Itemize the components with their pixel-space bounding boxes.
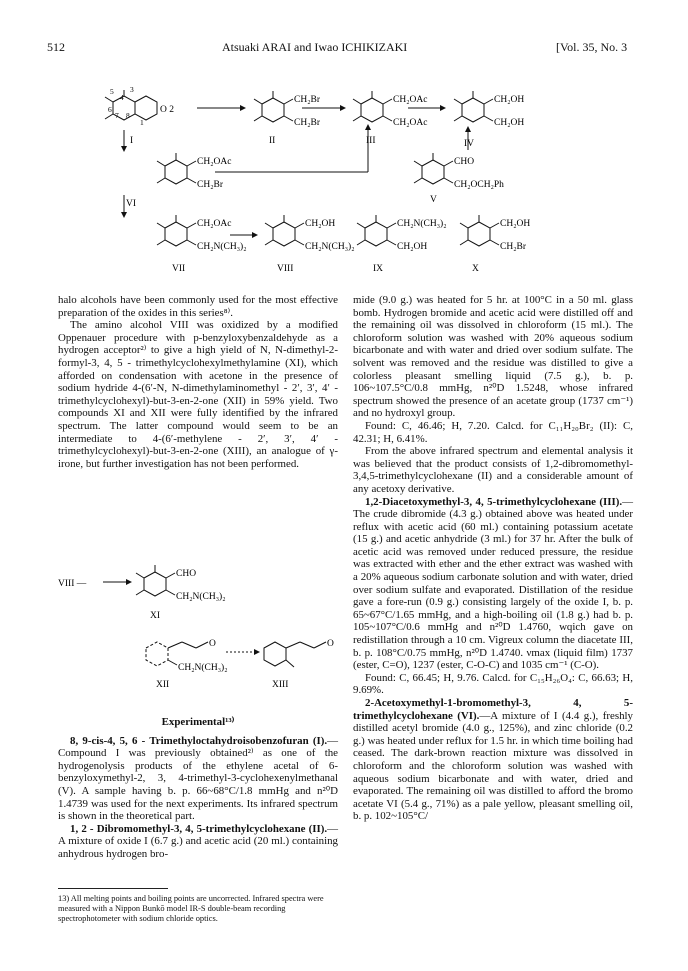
substituent: CH₂OH	[500, 219, 531, 229]
compound-label: XII	[156, 680, 170, 690]
substituent: CH₂Br	[294, 118, 321, 128]
paragraph: —A mixture of oxide I (6.7 g.) and acetic acid (20 ml.) containing anhydrous hydrogen bro-	[58, 822, 338, 860]
subsection-title: 1,2-Diacetoxymethyl-3, 4, 5-trimethylcyclohexane (III).	[365, 495, 623, 508]
substituent: CH₂OH	[494, 95, 525, 105]
left-column	[58, 294, 338, 470]
substituent: O	[209, 639, 216, 649]
ring-number: 3	[130, 85, 134, 94]
substituent: CH₂N(CH₃)₂	[176, 592, 226, 602]
ring-number: 4	[120, 93, 124, 102]
scheme-xi-xiii	[58, 552, 338, 710]
substituent: CH₂Br	[197, 180, 224, 190]
paragraph: —Compound I was previously obtained²⁾ as one of the hydrogenolysis products of the ethylene acetal of 6-benzyloxymethyl-2, 3, 4-trimethyl-3-cyclohexenylmethanal (V). A sample having b. p. 66~68°C/1.8 mmHg and n²⁰D 1.4739 was used for the next experiments. Its infrared spectrum is shown in the theoretical part.	[58, 734, 338, 823]
substituent: CH₂Br	[500, 242, 527, 252]
section-heading: Experimental¹³⁾	[161, 716, 235, 728]
running-volume: [Vol. 35, No. 3	[556, 40, 628, 54]
substituent: CHO	[454, 157, 475, 167]
compound-label: X	[472, 264, 479, 274]
paragraph: halo alcohols have been commonly used for the most effective preparation of the oxides in this series⁸⁾.	[58, 294, 338, 319]
substituent: CH₂OAc	[197, 219, 232, 229]
compound-label: XIII	[272, 680, 289, 690]
compound-label: VI	[126, 199, 137, 209]
reaction-scheme	[0, 0, 688, 300]
substituent: CH₂OAc	[393, 118, 428, 128]
compound-label: II	[269, 136, 276, 146]
subsection-title: 1, 2 - Dibromomethyl-3, 4, 5-trimethylcyclohexane (II).	[70, 822, 328, 835]
paragraph: The amino alcohol VIII was oxidized by a modified Oppenauer procedure with p-benzyloxybenzaldehyde as a hydrogen acceptor²⁾ to give a high yield of N, N-dimethyl-2-formyl-3, 4, 5 - trimethylcyclohexylmethylamine (XI), which afforded on condensation with acetone in the presence of sodium hydride 4-(6′-N, N-dimethylaminomethyl - 2′, 3′, 4′ - trimethylcyclohexyl)-but-3-en-2-one (XII) in 59% yield. Two compounds XI and XII were fully identified by the infrared spectrum. The latter compound would seem to be an intermediate to 4-(6′-methylene - 2′, 3′, 4′ - trimethylcyclohexyl)-but-3-en-2-one (XIII), an analogue of γ-irone, but further investigation has not been performed.	[58, 319, 338, 470]
running-authors: Atsuaki ARAI and Iwao ICHIKIZAKI	[222, 40, 408, 54]
subsection-title: 8, 9-cis-4, 5, 6 - Trimethyloctahydroisobenzofuran (I).	[70, 734, 328, 747]
ring-number: 6	[108, 105, 112, 114]
substituent: CH₂OH	[305, 219, 336, 229]
subsection-title: 2-Acetoxymethyl-1-bromomethyl-3, 4, 5-trimethylcyclohexane (VI).	[353, 697, 633, 722]
ring-number: 1	[140, 118, 144, 127]
substituent: CH₂Br	[294, 95, 321, 105]
substituent: O	[327, 639, 334, 649]
paragraph: —The crude dibromide (4.3 g.) obtained above was heated under reflux with acetic acid (60 ml.) containing potassium acetate (15 g.) and acetic anhydride (3 ml.) for 37 hr. After the bulk of acetic acid was removed under reduced pressure, the residue was extracted with ether and the ether extract was washed with a 20% aqueous sodium carbonate solution and with water, dried over sodium sulfate and evaporated. Distillation of the residue gave a fore-run (0.9 g.) consisting largely of the oxide I, b. p. 65~67°C/1.65 mmHg, and a high-boiling oil (1.8 g.) had b. p. 105~107°C/0.6 mmHg and n²⁰D 1.4760, wqich gave on redistillation through a 10 cm. Vigreux column the diacetate III, b. p. 108°C/0.75 mmHg, n²⁰D 1.4740. νmax (liquid film) 1737 (ester, C=O), 1237 (ester, C-O-C) and 1035 cm⁻¹ (C-O).	[353, 495, 633, 672]
experimental-section	[58, 716, 338, 861]
paragraph: From the above infrared spectrum and elemental analysis it was believed that the product consists of 1,2-dibromomethyl-3,4,5-trimethylcyclohexane (II) and a considerable amount of any acetoxy derivative.	[353, 445, 633, 495]
substituent: CH₂OAc	[197, 157, 232, 167]
compound-label: V	[430, 195, 437, 205]
compound-label: VII	[172, 264, 186, 274]
compound-label: I	[130, 136, 134, 146]
paragraph: Found: C, 66.45; H, 9.76. Calcd. for C₁₅H₂₆O₄: C, 66.63; H, 9.69%.	[353, 671, 633, 697]
compound-label: IX	[373, 264, 384, 274]
ring-number: 8	[126, 111, 130, 120]
ring-number: 7	[115, 111, 119, 120]
right-column	[353, 294, 633, 823]
footnote: 13) All melting points and boiling points are uncorrected. Infrared spectra were measured with a Nippon Bunkō model IR-S double-beam recording spectrophotometer with sodium chloride optics.	[58, 894, 324, 923]
page-number: 512	[47, 40, 65, 54]
footnote-rule	[58, 888, 168, 889]
oxygen-label: O 2	[160, 105, 174, 115]
substituent: CH₂N(CH₃)₂	[197, 242, 247, 252]
substituent: CH₂OAc	[393, 95, 428, 105]
paragraph: —A mixture of I (4.4 g.), freshly distilled acetyl bromide (4.0 g., 125%), and zinc chloride (0.2 g.) was heated under reflux for 1.5 hr. in which time boiling had ceased. The dark-brown reaction mixture was dissolved in chloroform and the chloroform solution was washed with aqueous sodium bicarbonate and with water, dried and evaporated. The remaining oil was distilled to afford the bromo acetate VI (5.4 g., 71%) as a pale yellow, pleasant smelling oil, b. p. 102~105°C/	[353, 709, 634, 823]
substituent: CH₂OCH₂Ph	[454, 180, 504, 190]
compound-label: VIII	[277, 264, 294, 274]
compound-label: XI	[150, 611, 161, 621]
compound-label: III	[366, 136, 376, 146]
ring-number: 5	[110, 87, 114, 96]
substituent: CH₂N(CH₃)₂	[305, 242, 355, 252]
arrow-label: VIII —	[58, 579, 87, 589]
substituent: CH₂N(CH₃)₂	[178, 663, 228, 673]
paragraph: mide (9.0 g.) was heated for 5 hr. at 100°C in a 50 ml. glass bomb. Hydrogen bromide and acetic acid were distilled off and the remaining oil was dissolved in chloroform (15 ml.). The chloroform solution was washed with 20% aqueous sodium bicarbonate and with water and dried over sodium sulfate. The solvent was removed and the residue was distilled to give a colorless pleasant smelling liquid (7.5 g.), b. p. 106~107.5°C/0.8 mmHg, n²⁰D 1.5248, whose infrared spectrum showed the presence of an acetate group (1737 cm⁻¹) and no hydroxyl group.	[353, 294, 633, 420]
substituent: CHO	[176, 569, 197, 579]
substituent: CH₂N(CH₃)₂	[397, 219, 447, 229]
paragraph: Found: C, 46.46; H, 7.20. Calcd. for C₁₁H₂₀Br₂ (II): C, 42.31; H, 6.41%.	[353, 419, 633, 445]
compound-label: IV	[464, 139, 475, 149]
substituent: CH₂OH	[494, 118, 525, 128]
substituent: CH₂OH	[397, 242, 428, 252]
